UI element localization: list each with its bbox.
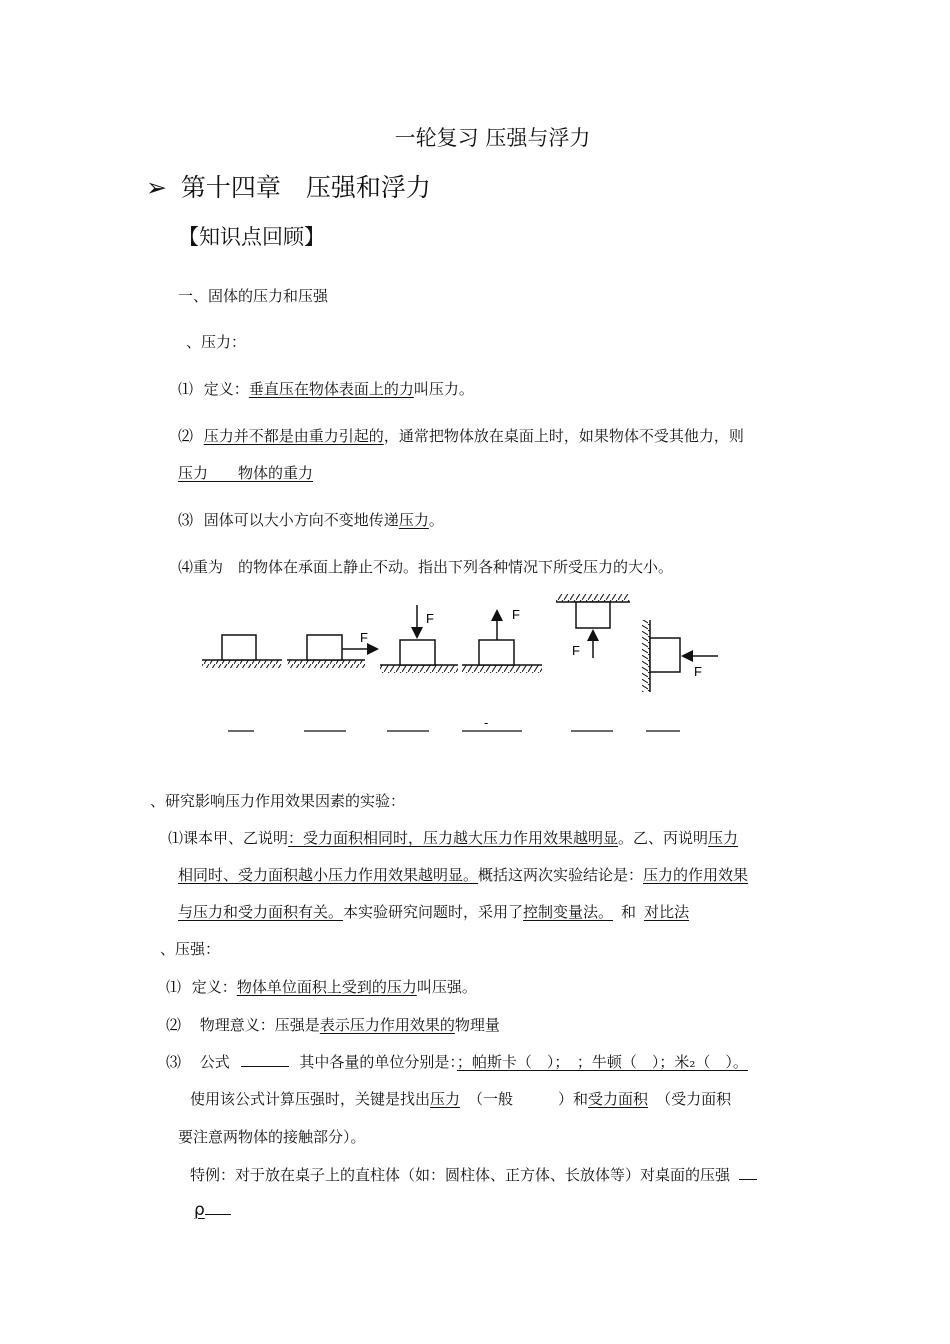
case-5-ceiling-push: [556, 594, 630, 658]
force-diagrams: [195, 588, 735, 748]
item-not-gravity-line2: 压力 物体的重力: [178, 464, 314, 482]
case-1-block-on-floor: [202, 635, 282, 668]
chapter-title: 第十四章 压强和浮力: [180, 173, 431, 202]
force-label: F: [572, 643, 580, 658]
item-definition: ⑴ 定义：垂直压在物体表面上的力叫压力。: [178, 380, 474, 398]
force-label: F: [512, 607, 520, 622]
review-heading: 【知识点回顾】: [178, 225, 325, 249]
answer-blanks: [228, 715, 680, 731]
formula-blank[interactable]: [241, 1052, 289, 1067]
special-case: 特例：对于放在桌子上的直柱体（如：圆柱体、正方体、长放体等）对桌面的压强: [190, 1164, 757, 1185]
experiment-line-3: 与压力和受力面积有关。本实验研究问题时，采用了控制变量法。 和 对比法: [178, 903, 690, 921]
pressure-formula-note: 要注意两物体的接触部分）。: [178, 1128, 366, 1146]
density-blank[interactable]: [205, 1200, 231, 1215]
case-6-wall-push: [642, 620, 718, 692]
case-2-horizontal-push: [287, 630, 376, 668]
blank-mark: -: [484, 715, 489, 730]
item-transmit: ⑶ 固体可以大小方向不变地传递压力。: [178, 511, 444, 529]
section-1-heading: 一、固体的压力和压强: [178, 287, 329, 305]
pressure-definition: ⑴ 定义：物体单位面积上受到的压力叫压强。: [166, 978, 477, 996]
experiment-line-1: ⑴课本甲、乙说明：受力面积相同时，压力越大压力作用效果越明显。乙、丙说明压力: [168, 829, 739, 847]
pressure-force-heading: 、压力：: [186, 333, 247, 351]
special-case-blank[interactable]: [739, 1165, 757, 1180]
case-4-upward-force: [462, 607, 542, 673]
pressure-formula: ⑶ 公式 其中各量的单位分别是：；帕斯卡（ ）； ；牛顿（ ）；米₂（ ）。: [166, 1053, 748, 1071]
section-3-heading: 、压强：: [160, 940, 221, 958]
force-label: F: [360, 630, 368, 645]
document-title: 一轮复习 压强与浮力: [394, 126, 591, 150]
chapter-heading: [146, 168, 431, 204]
experiment-line-2: 相同时、受力面积越小压力作用效果越明显。概括这两次实验结论是：压力的作用效果: [178, 866, 749, 884]
density-formula: ρ: [194, 1200, 231, 1220]
item-not-gravity: ⑵ 压力并不都是由重力引起的，通常把物体放在桌面上时，如果物体不受其他力，则: [178, 427, 744, 445]
item-force-cases: ⑷重为 的物体在承面上静止不动。指出下列各种情况下所受压力的大小。: [178, 558, 674, 576]
force-label: F: [426, 611, 434, 626]
force-label: F: [694, 664, 702, 679]
case-3-downward-force: [380, 605, 458, 673]
pressure-formula-usage: 使用该公式计算压强时，关键是找出压力 （一般 ）和受力面积 （受力面积: [190, 1090, 732, 1108]
chapter-bullet-icon: ➢: [146, 173, 167, 202]
pressure-meaning: ⑵ 物理意义：压强是表示压力作用效果的物理量: [166, 1016, 500, 1034]
section-2-heading: 、研究影响压力作用效果因素的实验：: [150, 792, 406, 810]
